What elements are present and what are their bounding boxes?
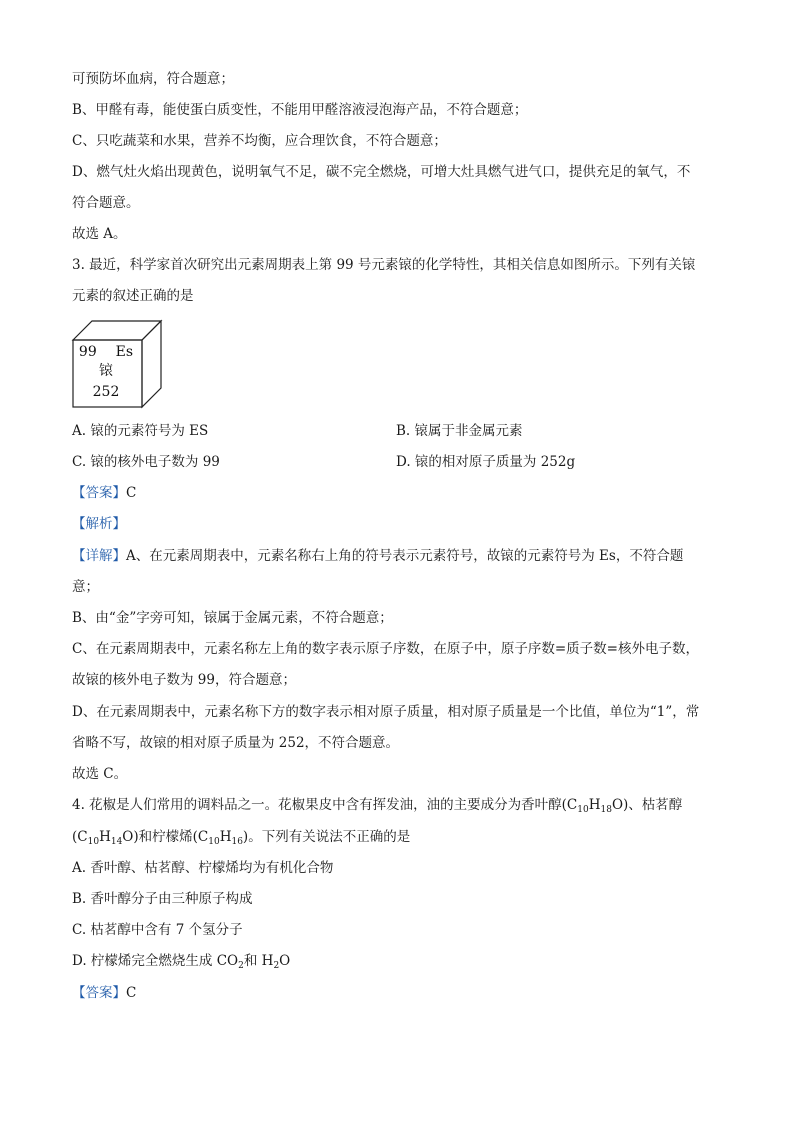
q3-detail-line: 故锿的核外电子数为 99，符合题意；	[72, 672, 296, 688]
q4-option-a: A. 香叶醇、枯茗醇、柠檬烯均为有机化合物	[72, 860, 334, 876]
q4-option-b: B. 香叶醇分子由三种原子构成	[72, 891, 253, 907]
q3-detail-line: D、在元素周期表中，元素名称下方的数字表示相对原子质量，相对原子质量是一个比值，单位为“1”，常	[72, 704, 700, 720]
answer-tag: 【答案】	[72, 985, 126, 1001]
text-line: D、燃气灶火焰出现黄色，说明氧气不足，碳不完全燃烧，可增大灶具燃气进气口，提供充足的氧气，不	[72, 164, 691, 180]
question-4-stem: 4. 花椒是人们常用的调料品之一。花椒果皮中含有挥发油，油的主要成分为香叶醇$(C_{10}H_{18}O)$、枯茗醇	[72, 797, 683, 815]
question-4-stem: $(C_{10}H_{14}O)$和柠檬烯$(C_{10}H_{16})$。下列有关说法不正确的是	[72, 829, 411, 847]
q4-answer	[72, 984, 136, 1002]
q4-option-c: C. 枯茗醇中含有 7 个氢分子	[72, 922, 243, 938]
q4-option-d: D. 柠檬烯完全燃烧生成 $CO_2$和 $H_2O$	[72, 953, 291, 971]
q3-detail-line: 省略不写，故锿的相对原子质量为 252，不符合题意。	[72, 735, 400, 751]
element-mass: 252	[92, 384, 120, 400]
text-line: C、只吃蔬菜和水果，营养不均衡，应合理饮食，不符合题意；	[72, 133, 447, 149]
text-line: 故选 A。	[72, 226, 127, 242]
q3-answer	[72, 484, 136, 502]
q3-detail-line: 故选 C。	[72, 766, 128, 782]
answer-tag: 【答案】	[72, 485, 126, 501]
element-atomic-number: 99	[78, 344, 97, 360]
q3-detail-line: C、在元素周期表中，元素名称左上角的数字表示原子序数，在原子中，原子序数=质子数=核外电子数，	[72, 641, 699, 657]
q3-option-b: B. 锿属于非金属元素	[396, 423, 523, 439]
element-name: 锿	[99, 363, 113, 379]
element-number-symbol	[76, 343, 136, 361]
analysis-tag: 【解析】	[72, 516, 126, 532]
q3-option-d: D. 锿的相对原子质量为 252g	[396, 454, 576, 470]
text-line: 可预防坏血病，符合题意；	[72, 71, 234, 87]
detail-tag: 【详解】	[72, 548, 126, 564]
answer-value: C	[126, 485, 137, 501]
q3-detail-line: 【详解】A、在元素周期表中，元素名称右上角的符号表示元素符号，故锿的元素符号为 Es，不符合题	[72, 548, 684, 564]
question-3-stem: 3. 最近，科学家首次研究出元素周期表上第 99 号元素锿的化学特性，其相关信息如图所示。下列有关锿	[72, 257, 696, 273]
answer-value: C	[126, 985, 137, 1001]
element-symbol: Es	[115, 344, 134, 360]
q3-detail-line: B、由“金”字旁可知，锿属于金属元素，不符合题意；	[72, 610, 393, 626]
question-3-stem: 元素的叙述正确的是	[72, 288, 194, 304]
text-line: 符合题意。	[72, 195, 140, 211]
q3-detail-line: 意；	[72, 579, 99, 595]
q3-option-c: C. 锿的核外电子数为 99	[72, 454, 220, 470]
q3-option-a: A. 锿的元素符号为 ES	[72, 423, 209, 439]
text-line: B、甲醛有毒，能使蛋白质变性，不能用甲醛溶液浸泡海产品，不符合题意；	[72, 102, 528, 118]
